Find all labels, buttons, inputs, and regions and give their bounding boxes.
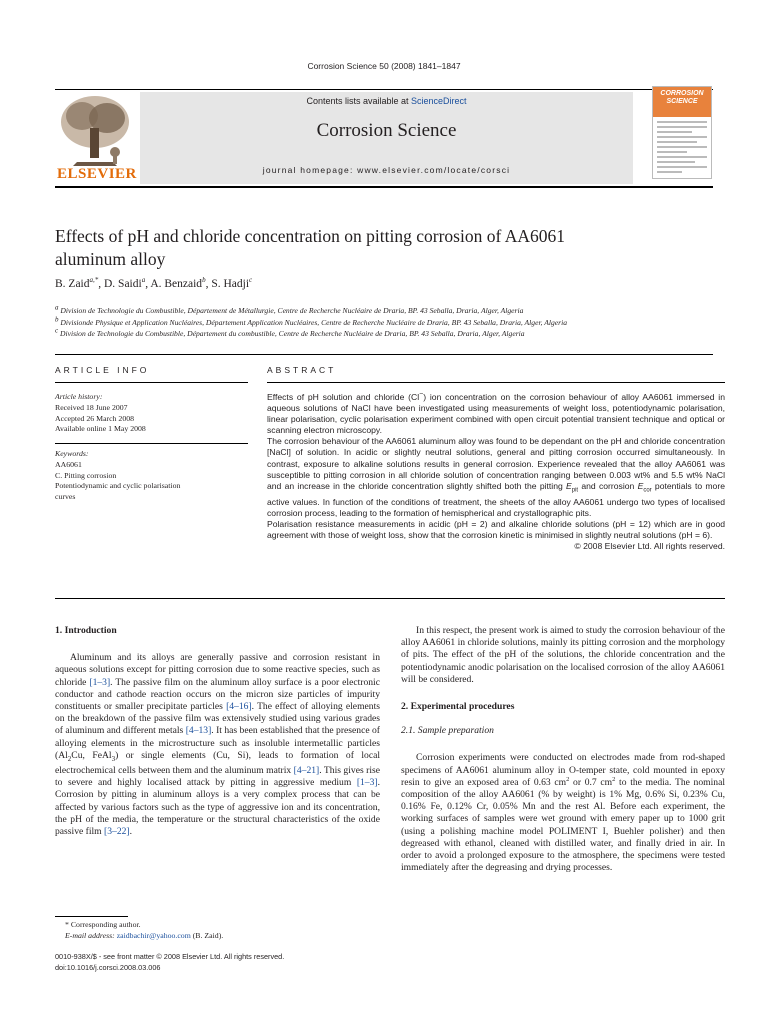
left-column (55, 625, 380, 838)
keywords (55, 449, 180, 503)
abstract-bottom-rule (55, 598, 725, 599)
keyword-item: AA6061 (55, 459, 82, 469)
abstract-copyright: © 2008 Elsevier Ltd. All rights reserved. (574, 540, 725, 551)
footnote-mark: * (65, 920, 69, 929)
author-separator: , (205, 278, 212, 290)
ref-link[interactable]: [1–3] (356, 777, 378, 789)
keywords-heading: Keywords: (55, 449, 89, 458)
journal-cover-thumbnail (652, 86, 712, 179)
section-heading-experimental: 2. Experimental procedures (401, 701, 515, 713)
keyword-item: Potentiodynamic and cyclic polarisation (55, 481, 181, 491)
journal-citation: Corrosion Science 50 (2008) 1841–1847 (307, 61, 461, 71)
info-top-rule (55, 354, 713, 355)
ref-link[interactable]: [4–16] (226, 701, 252, 713)
ref-link[interactable]: [4–13] (185, 725, 212, 737)
keywords-rule (55, 443, 248, 444)
article-title (55, 225, 695, 271)
subsection-heading-sample-preparation: 2.1. Sample preparation (401, 725, 494, 737)
date-received: Received 18 June 2007 (55, 402, 128, 412)
article-info-label: ARTICLE INFO (55, 365, 150, 375)
affiliation-c: $^c$ Division de Technologie du Combustible, Département du combustible, Centre de Recherche Nucléaire de Draria, BP. 43 Seballa, Draria, Alger, Algeria (55, 326, 525, 338)
author-list (55, 278, 252, 290)
date-accepted: Accepted 26 March 2008 (55, 413, 135, 423)
footnote-rule (55, 916, 128, 917)
ref-link[interactable]: [3–22] (104, 825, 130, 837)
intro-paragraph: Aluminum and its alloys are generally passive and corrosion resistant in aqueous solutions except for pitting corrosion due to some reactive species, such as chloride [1–3]. The passive film on the aluminum alloy surface is a poor electronic conductor and cathode reaction occurs on the micron size particles of impurity constituents or smaller precipitate particles [4–16]. The effect of alloying elements on the breakdown of the passive film was extensively studied using various grades of aluminum and different metals [4–13]. It has been established that the presence of alloying elements in the microstructure such as insoluble intermetallic particles ($Al_2Cu$, FeAl$_3$) or single elements (Cu, Si), leads to formation of local electrochemical cells between them and the aluminum matrix [4–21]. This gives rise to severe and highly localised attack by pitting in aggressive medium [1–3]. Corrosion by pitting in aluminum alloys is a very complex process that can be affected by various factors such as the type of aggressive ion and its concentration, the pH of the media, the temperature or the structural characteristics of the oxide passive film [3–22]. (55, 652, 380, 837)
author-affiliation-mark: c (249, 276, 253, 285)
publisher-name: ELSEVIER (57, 166, 137, 182)
author-affiliation-mark: a,* (89, 276, 99, 285)
info-sub-rule (55, 382, 248, 383)
corresponding-author-note: * Corresponding author. E-mail address: zaidbachir@yahoo.com (B. Zaid). (65, 920, 224, 940)
author-separator: , (145, 278, 151, 290)
abstract-p3: Polarisation resistance measurements in acidic (pH = 2) and alkaline chloride solutions (pH = 12) which are in good agreement with those of weight loss, show that the corrosion kinetic is minimised in slightly neutral solutions (pH = 6). (267, 518, 725, 540)
article-history (55, 392, 146, 435)
author-name: S. Hadji (211, 278, 250, 290)
history-heading: Article history: (55, 392, 103, 401)
author-name: D. Saidi (104, 278, 142, 290)
keyword-item: curves (55, 492, 76, 502)
ref-link[interactable]: [4–21] (293, 764, 320, 776)
issn-line: 0010-938X/$ - see front matter © 2008 Elsevier Ltd. All rights reserved. (55, 952, 285, 961)
cover-title-2: SCIENCE (666, 98, 698, 105)
doi-line[interactable]: doi:10.1016/j.corsci.2008.03.006 (55, 963, 161, 972)
contents-prefix: Contents lists available at (306, 96, 412, 106)
author-name: A. Benzaid (150, 278, 203, 290)
cover-contents (653, 117, 711, 179)
affiliation-a: $^a$ Division de Technologie du Combustible, Département de Métallurgie, Centre de Recherche Nucléaire de Draria, BP. 43 Seballa, Draria, Alger, Algeria (55, 303, 524, 315)
contents-availability (140, 96, 633, 106)
journal-name: Corrosion Science (316, 120, 457, 141)
ref-link[interactable]: [1–3] (89, 676, 111, 688)
author-affiliation-mark: b (202, 276, 206, 285)
abstract-p1: Effects of pH solution and chloride (Cl−) ion concentration on the corrosion behaviour of alloy AA6061 immersed in aqueous solutions of NaCl have been investigated using measurements of weight loss, potentiodynamic polarisation, linear polarisation, cyclic polarisation experiment combined with open circuit potential transient technique and optical or scanning electron microscopy. (267, 391, 725, 436)
right-column (401, 625, 725, 874)
author-separator: , (98, 278, 104, 290)
section-heading-introduction: 1. Introduction (55, 625, 117, 636)
abstract-text (267, 392, 725, 552)
sample-preparation-paragraph: Corrosion experiments were conducted on electrodes made from rod-shaped specimens of AA6061 aluminum alloy in O-temper state, cold mounted in epoxy resin to give an exposed area of 0.63 $cm^2$ or 0.7 $cm^2$ to the media. The nominal composition of the alloy AA6061 (% by weight) is 1% Mg, 0.6% Si, 0.23% Cu, 0.16% Fe, 0.12% Cr, 0.05% Mn and the rest Al. Before each experiment, the working surfaces of samples were wet ground with emery paper up to 1000 grit (using a polishing machine model POLIMENT I, Buehler polisher) and then degreased with ethanol, cleaned with distilled water, and finally dried in air. In order to avoid a prolonged exposure to the atmosphere, the specimens were tested immediately after the degreasing and drying processes. (401, 752, 725, 874)
masthead-bottom-rule (55, 186, 713, 188)
cover-header (653, 87, 711, 117)
date-online: Available online 1 May 2008 (55, 424, 146, 434)
title-line-1: Effects of pH and chloride concentration on pitting corrosion of AA6061 (55, 226, 565, 246)
author-affiliation-mark: a (141, 276, 146, 285)
affiliation-b: $^b$ Divisionde Physique et Application Nucléaires, Département Application Nucléaires, Centre de Recherche Nucléaire de Draria, BP. 43 Seballa, Draria, Alger, Algeria (55, 315, 567, 327)
sciencedirect-link[interactable]: ScienceDirect (411, 96, 467, 106)
abstract-sub-rule (267, 382, 725, 383)
journal-homepage[interactable]: journal homepage: www.elsevier.com/locate/corsci (262, 165, 511, 175)
keyword-item: C. Pitting corrosion (55, 470, 117, 480)
title-line-2: aluminum alloy (55, 249, 166, 269)
masthead-top-rule (55, 89, 713, 90)
author-email-link[interactable]: zaidbachir@yahoo.com (116, 930, 191, 940)
author-name: B. Zaid (55, 278, 90, 290)
aim-paragraph: In this respect, the present work is aimed to study the corrosion behaviour of the alloy AA6061 in chloride solutions, mainly its pitting corrosion and the morphology of pits. The effect of the pH of the solutions, the chloride concentration and the potentiodynamic anodic polarisation on the localised corrosion of the alloy AA6061 will be considered. (401, 625, 725, 685)
abstract-label: ABSTRACT (267, 365, 337, 375)
abstract-p2: The corrosion behaviour of the AA6061 aluminum alloy was found to be dependant on the pH and chloride concentration [NaCl] of solution. In acidic or slightly neutral solutions, general and pitting corrosion occurred simultaneously. In contrast, exposure to alkaline solutions results in general corrosion. Experience revealed that the alloy AA6061 was susceptible to pitting corrosion in all chloride solution of concentration ranging between 0.003 wt% and 5.5 wt% NaCl and an increase in the chloride concentration slightly shifted both the pitting $E_{pit}$ and corrosion $E_{cor}$ potentials to more active values. In function of the conditions of treatment, the sheets of the alloy AA6061 undergo two types of localised corrosion process, leading to the formation of hemispherical and crystallographic pits. (267, 436, 725, 518)
cover-title-1: CORROSION (660, 90, 704, 97)
